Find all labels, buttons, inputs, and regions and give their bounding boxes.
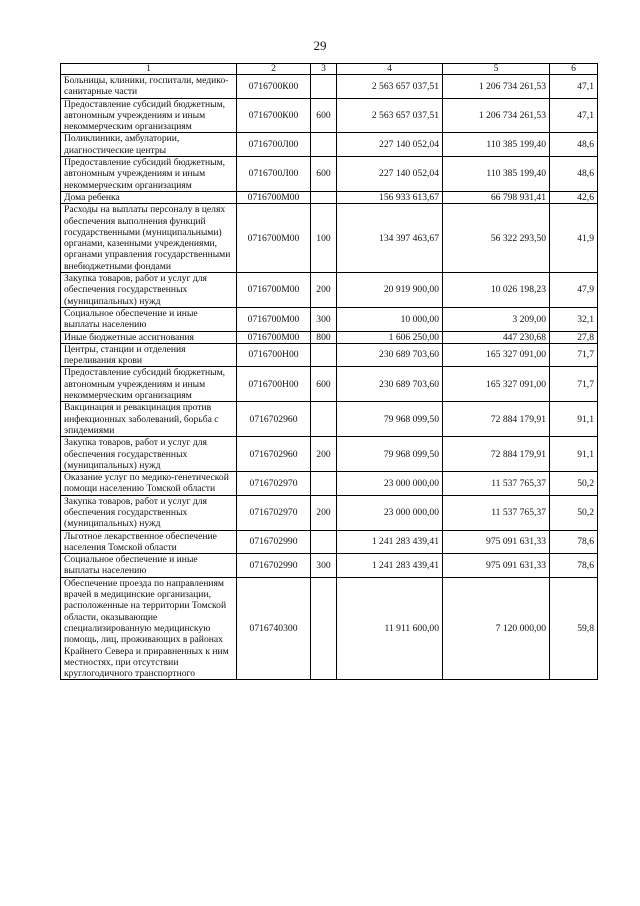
name-cell: Центры, станции и отделения переливания крови — [61, 343, 237, 367]
table-row — [61, 530, 598, 554]
expense-type-cell — [311, 75, 337, 99]
column-header: 5 — [443, 64, 550, 75]
expense-type-cell: 200 — [311, 437, 337, 472]
actual-amount-cell: 3 209,00 — [443, 307, 550, 331]
code-cell: 0716700К00 — [237, 75, 311, 99]
planned-amount-cell: 227 140 052,04 — [337, 133, 443, 157]
actual-amount-cell: 975 091 631,33 — [443, 530, 550, 554]
percent-cell: 47,9 — [550, 273, 598, 308]
planned-amount-cell: 11 911 600,00 — [337, 577, 443, 680]
actual-amount-cell: 7 120 000,00 — [443, 577, 550, 680]
code-cell: 0716702970 — [237, 472, 311, 496]
expense-type-cell — [311, 191, 337, 203]
percent-cell: 78,6 — [550, 530, 598, 554]
name-cell: Предоставление субсидий бюджетным, автономным учреждениям и иным некоммерческим организациям — [61, 157, 237, 192]
table-row — [61, 133, 598, 157]
table-row — [61, 343, 598, 367]
percent-cell: 50,2 — [550, 472, 598, 496]
planned-amount-cell: 20 919 900,00 — [337, 273, 443, 308]
table-row — [61, 307, 598, 331]
planned-amount-cell: 79 968 099,50 — [337, 437, 443, 472]
column-header: 2 — [237, 64, 311, 75]
planned-amount-cell: 2 563 657 037,51 — [337, 98, 443, 133]
name-cell: Поликлиники, амбулатории, диагностические центры — [61, 133, 237, 157]
name-cell: Предоставление субсидий бюджетным, автономным учреждениям и иным некоммерческим организациям — [61, 98, 237, 133]
planned-amount-cell: 1 241 283 439,41 — [337, 554, 443, 578]
percent-cell: 71,7 — [550, 343, 598, 367]
code-cell: 0716700М00 — [237, 273, 311, 308]
name-cell: Больницы, клиники, госпитали, медико-санитарные части — [61, 75, 237, 99]
planned-amount-cell: 1 241 283 439,41 — [337, 530, 443, 554]
code-cell: 0716702990 — [237, 530, 311, 554]
actual-amount-cell: 72 884 179,91 — [443, 437, 550, 472]
expense-type-cell — [311, 530, 337, 554]
table-row — [61, 157, 598, 192]
percent-cell: 48,6 — [550, 133, 598, 157]
actual-amount-cell: 1 206 734 261,53 — [443, 98, 550, 133]
name-cell: Иные бюджетные ассигнования — [61, 331, 237, 343]
actual-amount-cell: 66 798 931,41 — [443, 191, 550, 203]
code-cell: 0716740300 — [237, 577, 311, 680]
table-row — [61, 495, 598, 530]
name-cell: Предоставление субсидий бюджетным, автономным учреждениям и иным некоммерческим организациям — [61, 367, 237, 402]
expense-type-cell: 100 — [311, 204, 337, 273]
expense-type-cell — [311, 577, 337, 680]
percent-cell: 42,6 — [550, 191, 598, 203]
code-cell: 0716702960 — [237, 402, 311, 437]
code-cell: 0716700М00 — [237, 307, 311, 331]
expense-type-cell — [311, 133, 337, 157]
name-cell: Социальное обеспечение и иные выплаты населению — [61, 554, 237, 578]
expense-type-cell: 600 — [311, 367, 337, 402]
code-cell: 0716700К00 — [237, 98, 311, 133]
code-cell: 0716700М00 — [237, 331, 311, 343]
percent-cell: 71,7 — [550, 367, 598, 402]
table-row — [61, 98, 598, 133]
expense-type-cell: 200 — [311, 495, 337, 530]
actual-amount-cell: 447 230,68 — [443, 331, 550, 343]
table-row — [61, 191, 598, 203]
percent-cell: 91,1 — [550, 437, 598, 472]
name-cell: Закупка товаров, работ и услуг для обеспечения государственных (муниципальных) нужд — [61, 495, 237, 530]
actual-amount-cell: 10 026 198,23 — [443, 273, 550, 308]
code-cell: 0716700Н00 — [237, 343, 311, 367]
table-row — [61, 554, 598, 578]
percent-cell: 78,6 — [550, 554, 598, 578]
percent-cell: 47,1 — [550, 75, 598, 99]
expense-type-cell: 800 — [311, 331, 337, 343]
actual-amount-cell: 56 322 293,50 — [443, 204, 550, 273]
code-cell: 0716700М00 — [237, 191, 311, 203]
table-row — [61, 437, 598, 472]
header-row — [61, 64, 598, 75]
percent-cell: 41,9 — [550, 204, 598, 273]
expense-type-cell: 600 — [311, 98, 337, 133]
name-cell: Закупка товаров, работ и услуг для обеспечения государственных (муниципальных) нужд — [61, 273, 237, 308]
expense-type-cell: 300 — [311, 307, 337, 331]
name-cell: Льготное лекарственное обеспечение населения Томской области — [61, 530, 237, 554]
planned-amount-cell: 1 606 250,00 — [337, 331, 443, 343]
actual-amount-cell: 165 327 091,00 — [443, 343, 550, 367]
name-cell: Расходы на выплаты персоналу в целях обеспечения выполнения функций государственными (муниципальными) органами, казенными учреждениями, органами управления государственными внебюджетными фондами — [61, 204, 237, 273]
percent-cell: 47,1 — [550, 98, 598, 133]
actual-amount-cell: 110 385 199,40 — [443, 133, 550, 157]
expense-type-cell — [311, 472, 337, 496]
planned-amount-cell: 230 689 703,60 — [337, 343, 443, 367]
name-cell: Оказание услуг по медико-генетической помощи населению Томской области — [61, 472, 237, 496]
name-cell: Вакцинация и ревакцинация против инфекционных заболеваний, борьба с эпидемиями — [61, 402, 237, 437]
expense-type-cell: 600 — [311, 157, 337, 192]
expense-type-cell — [311, 343, 337, 367]
planned-amount-cell: 230 689 703,60 — [337, 367, 443, 402]
actual-amount-cell: 110 385 199,40 — [443, 157, 550, 192]
table-row — [61, 367, 598, 402]
planned-amount-cell: 23 000 000,00 — [337, 495, 443, 530]
table-row — [61, 75, 598, 99]
actual-amount-cell: 11 537 765,37 — [443, 495, 550, 530]
planned-amount-cell: 2 563 657 037,51 — [337, 75, 443, 99]
expense-type-cell — [311, 402, 337, 437]
actual-amount-cell: 11 537 765,37 — [443, 472, 550, 496]
percent-cell: 91,1 — [550, 402, 598, 437]
actual-amount-cell: 72 884 179,91 — [443, 402, 550, 437]
expense-type-cell: 200 — [311, 273, 337, 308]
table-row — [61, 402, 598, 437]
column-header: 4 — [337, 64, 443, 75]
expense-type-cell: 300 — [311, 554, 337, 578]
planned-amount-cell: 10 000,00 — [337, 307, 443, 331]
name-cell: Социальное обеспечение и иные выплаты населению — [61, 307, 237, 331]
planned-amount-cell: 156 933 613,67 — [337, 191, 443, 203]
name-cell: Дома ребенка — [61, 191, 237, 203]
planned-amount-cell: 79 968 099,50 — [337, 402, 443, 437]
code-cell: 0716700Л00 — [237, 133, 311, 157]
table-row — [61, 204, 598, 273]
column-header: 3 — [311, 64, 337, 75]
percent-cell: 32,1 — [550, 307, 598, 331]
percent-cell: 59,8 — [550, 577, 598, 680]
percent-cell: 27,8 — [550, 331, 598, 343]
code-cell: 0716700Н00 — [237, 367, 311, 402]
actual-amount-cell: 165 327 091,00 — [443, 367, 550, 402]
page-number: 29 — [313, 38, 327, 53]
column-header: 6 — [550, 64, 598, 75]
actual-amount-cell: 975 091 631,33 — [443, 554, 550, 578]
planned-amount-cell: 134 397 463,67 — [337, 204, 443, 273]
planned-amount-cell: 227 140 052,04 — [337, 157, 443, 192]
planned-amount-cell: 23 000 000,00 — [337, 472, 443, 496]
table-row — [61, 273, 598, 308]
percent-cell: 50,2 — [550, 495, 598, 530]
code-cell: 0716702970 — [237, 495, 311, 530]
code-cell: 0716702990 — [237, 554, 311, 578]
budget-table — [60, 63, 598, 680]
code-cell: 0716702960 — [237, 437, 311, 472]
code-cell: 0716700М00 — [237, 204, 311, 273]
table-row — [61, 331, 598, 343]
table-row — [61, 577, 598, 680]
name-cell: Закупка товаров, работ и услуг для обеспечения государственных (муниципальных) нужд — [61, 437, 237, 472]
column-header: 1 — [61, 64, 237, 75]
actual-amount-cell: 1 206 734 261,53 — [443, 75, 550, 99]
table-row — [61, 472, 598, 496]
percent-cell: 48,6 — [550, 157, 598, 192]
code-cell: 0716700Л00 — [237, 157, 311, 192]
name-cell: Обеспечение проезда по направлениям врачей в медицинские организации, расположенные на территории Томской области, оказывающие специализированную медицинскую помощь, лиц, проживающих в районах Крайнего Севера и приравненных к ним местностях, при отсутствии круглогодичного транспортного — [61, 577, 237, 680]
